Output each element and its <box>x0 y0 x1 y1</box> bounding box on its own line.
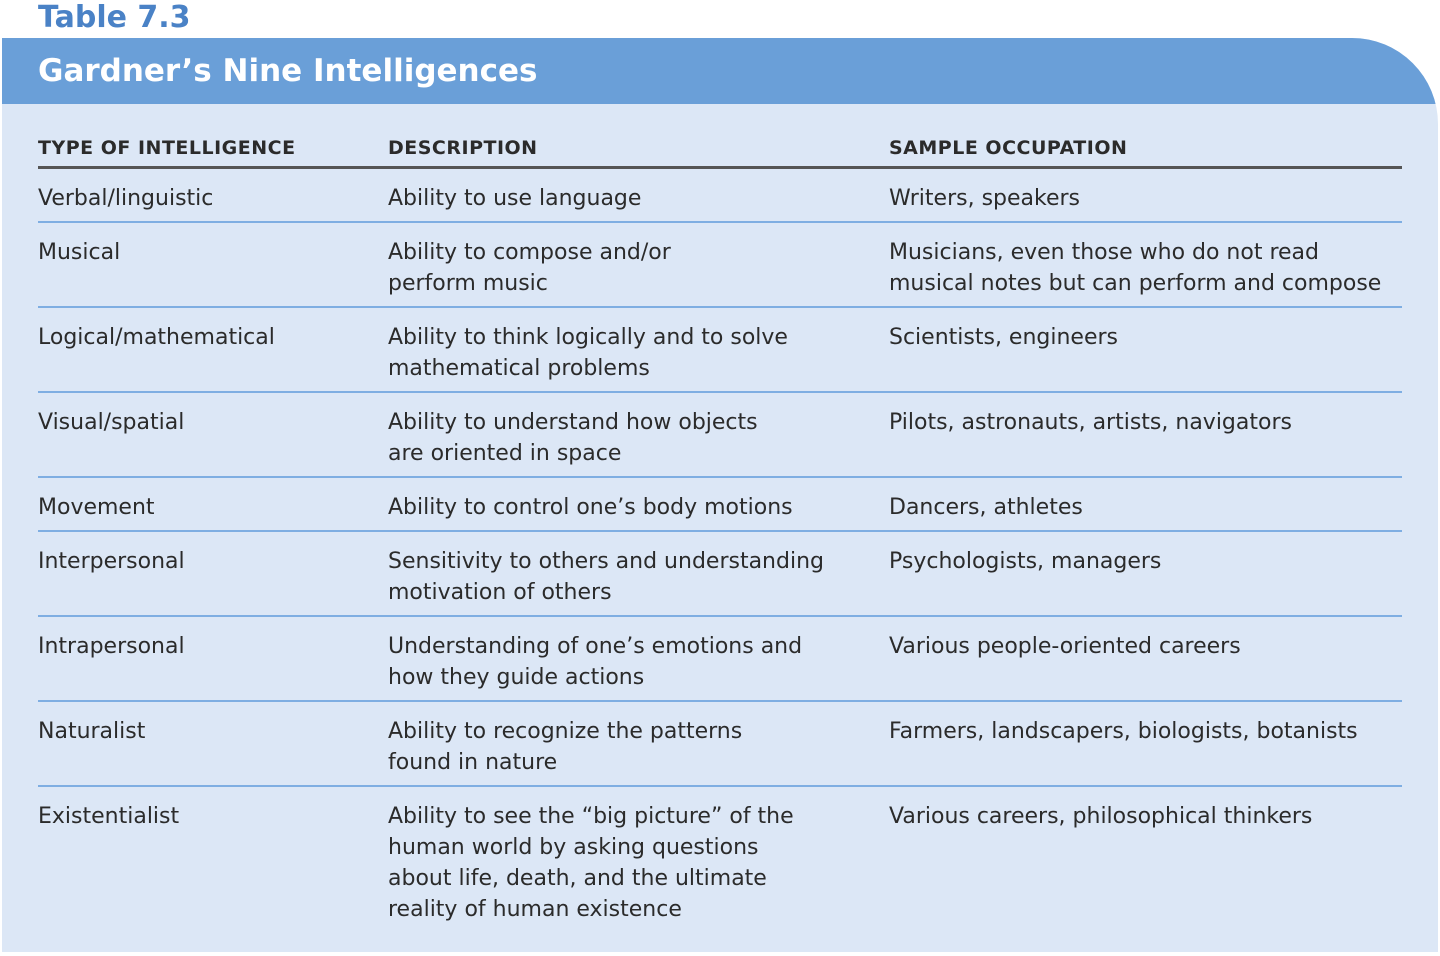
table-row <box>38 223 1402 308</box>
table-header <box>38 126 1402 169</box>
cell-type: Logical/mathematical <box>38 325 275 350</box>
cell-description: Ability to recognize the patterns found in nature <box>388 719 743 775</box>
table-number-label: Table 7.3 <box>38 0 191 35</box>
table-body <box>38 169 1402 927</box>
cell-description: Sensitivity to others and understanding motivation of others <box>388 549 824 605</box>
cell-occupation: Dancers, athletes <box>889 495 1083 520</box>
cell-type: Verbal/linguistic <box>38 186 214 211</box>
cell-type: Intrapersonal <box>38 634 185 659</box>
table-panel <box>2 38 1438 952</box>
table-row <box>38 308 1402 393</box>
header-description: DESCRIPTION <box>388 137 538 159</box>
cell-description: Ability to understand how objects are oriented in space <box>388 410 758 466</box>
cell-occupation: Scientists, engineers <box>889 325 1119 350</box>
table-row <box>38 393 1402 478</box>
table-title: Gardner’s Nine Intelligences <box>38 53 538 89</box>
cell-description: Ability to think logically and to solve mathematical problems <box>388 325 788 381</box>
cell-description: Ability to compose and/or perform music <box>388 240 671 296</box>
cell-occupation: Pilots, astronauts, artists, navigators <box>889 410 1292 435</box>
table-row <box>38 169 1402 223</box>
cell-description: Ability to control one’s body motions <box>388 495 793 520</box>
cell-type: Naturalist <box>38 719 146 744</box>
table-row <box>38 478 1402 532</box>
table-row <box>38 787 1402 927</box>
table-row <box>38 702 1402 787</box>
cell-occupation: Psychologists, managers <box>889 549 1162 574</box>
cell-description: Understanding of one’s emotions and how they guide actions <box>388 634 803 690</box>
cell-type: Movement <box>38 495 155 520</box>
cell-type: Musical <box>38 240 121 265</box>
cell-occupation: Farmers, landscapers, biologists, botanists <box>889 719 1358 744</box>
cell-type: Interpersonal <box>38 549 185 574</box>
table-row <box>38 617 1402 702</box>
cell-type: Existentialist <box>38 804 180 829</box>
cell-occupation: Various people-oriented careers <box>889 634 1241 659</box>
title-banner <box>2 38 1438 104</box>
header-type: TYPE OF INTELLIGENCE <box>38 137 296 159</box>
cell-occupation: Writers, speakers <box>889 186 1081 211</box>
header-occupation: SAMPLE OCCUPATION <box>889 137 1128 159</box>
cell-occupation: Musicians, even those who do not read musical notes but can perform and compose <box>889 240 1382 296</box>
cell-occupation: Various careers, philosophical thinkers <box>889 804 1313 829</box>
cell-description: Ability to use language <box>388 186 642 211</box>
table-row <box>38 532 1402 617</box>
cell-description: Ability to see the “big picture” of the human world by asking questions about life, death, and the ultimate reality of human existence <box>388 804 794 922</box>
cell-type: Visual/spatial <box>38 410 185 435</box>
